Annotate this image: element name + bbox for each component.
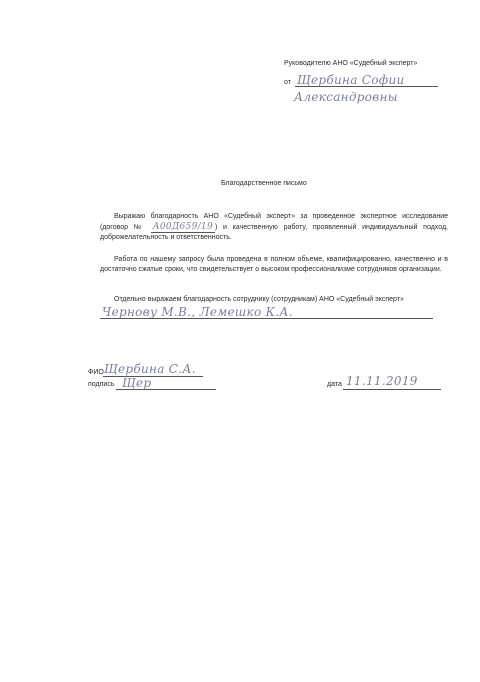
letter-title: Благодарственное письмо: [221, 180, 307, 187]
paragraph2-text: Работа по нашему запросу была проведена в полном объеме, квалифицированно, качественно и в достаточно сжатые сроки, что свидетельствует о высоком профессионализме сотрудников организации.: [100, 256, 448, 273]
paragraph1-after: ) и качественную работу, проявленный индивидуальный подход, доброжелательность и ответственность.: [100, 224, 448, 241]
contract-number-handwritten: А00Д659/19: [152, 222, 213, 232]
date-label: дата: [327, 381, 342, 388]
signature-underline: [116, 389, 216, 390]
fio-underline: [103, 376, 203, 377]
from-name-handwritten-2: Александровны: [294, 90, 398, 104]
from-name-handwritten-1: Щербина Софии: [297, 73, 405, 87]
paragraph-gratitude: [100, 212, 448, 243]
paragraph3-text: Отдельно выражаем благодарность сотруднику (сотрудникам) АНО «Судебный эксперт»: [114, 296, 404, 303]
fio-handwritten: Щербина С.А.: [104, 362, 196, 376]
employees-underline: [100, 318, 433, 319]
paragraph-work-quality: [100, 255, 448, 275]
signature-handwritten: Щер: [122, 376, 152, 390]
paragraph-employee-thanks: [100, 295, 448, 305]
from-label: от: [284, 79, 291, 86]
addressee-line: Руководителю АНО «Судебный эксперт»: [284, 60, 418, 67]
employees-handwritten: Чернову М.В., Лемешко К.А.: [102, 305, 293, 319]
date-handwritten: 11.11.2019: [346, 374, 418, 388]
signature-label: подпись: [88, 381, 115, 388]
date-underline: [343, 389, 441, 390]
fio-label: ФИО: [88, 369, 104, 376]
from-underline-1: [295, 86, 438, 87]
paragraph1-before: Выражаю благодарность АНО «Судебный эксперт» за проведенное экспертное исследование (договор №: [100, 213, 448, 231]
